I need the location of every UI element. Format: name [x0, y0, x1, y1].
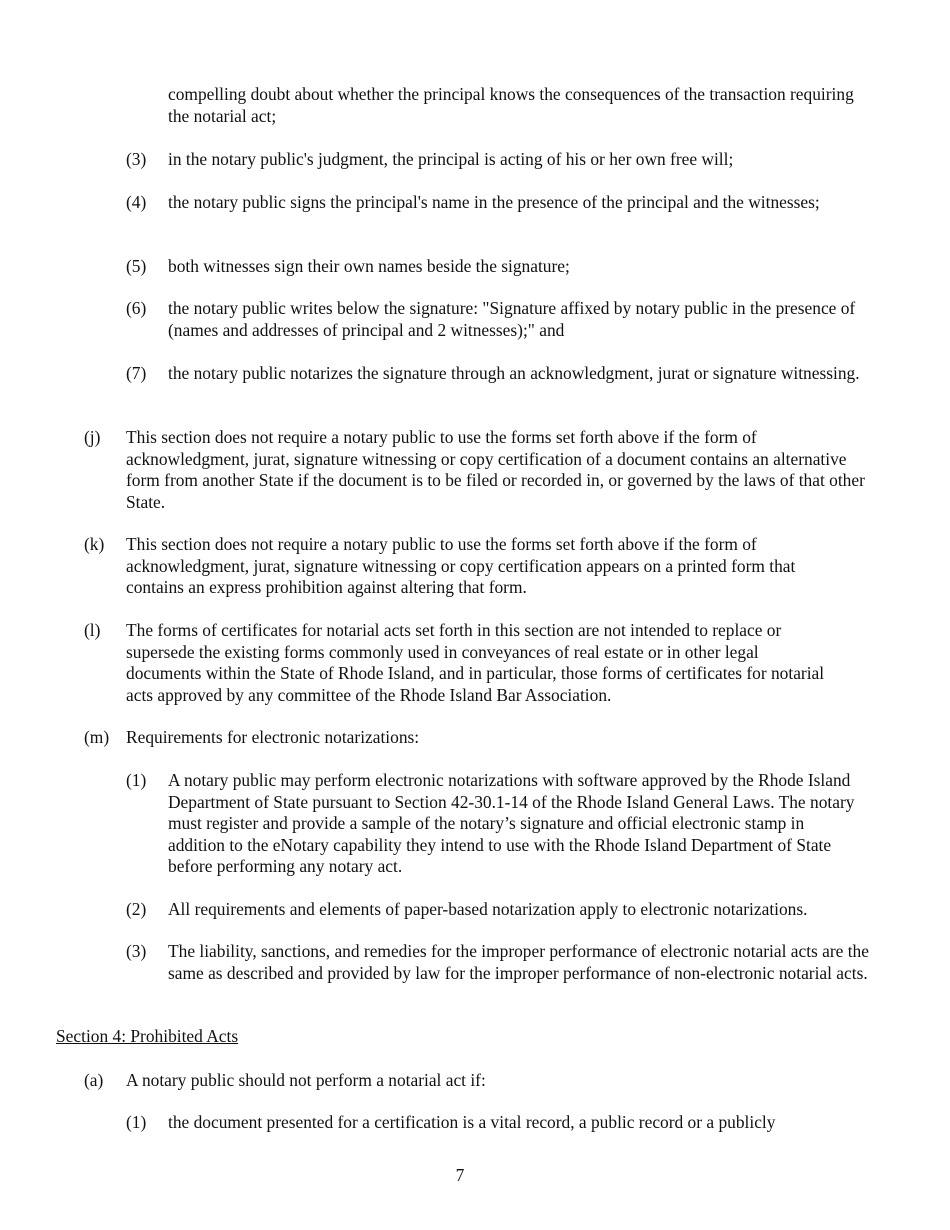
item-text: both witnesses sign their own names beside the signature;	[168, 256, 570, 276]
item-text: the notary public writes below the signature: "Signature affixed by notary public in the presence of (names and addresses of principal and 2 witnesses);" and	[168, 298, 856, 340]
item-label: (3)	[126, 149, 147, 169]
item-text: the notary public signs the principal's name in the presence of the principal and the witnesses;	[168, 192, 820, 212]
item-label: (7)	[126, 363, 147, 383]
section-text: This section does not require a notary public to use the forms set forth above if the form of acknowledgment, jurat, signature witnessing or copy certification appears on a printed form that contains an express prohibition against altering that form.	[126, 534, 796, 597]
item-label: (1)	[126, 770, 147, 790]
item-text: in the notary public's judgment, the principal is acting of his or her own free will;	[168, 149, 734, 169]
section-label: (k)	[84, 534, 105, 554]
section-label: (a)	[84, 1070, 104, 1090]
section-text: This section does not require a notary public to use the forms set forth above if the form of acknowledgment, jurat, signature witnessing or copy certification of a document contains an alternative form from another State if the document is to be filed or recorded in, or governed by the laws of that other State.	[126, 427, 865, 512]
section-label: (m)	[84, 727, 110, 747]
section-text: The forms of certificates for notarial acts set forth in this section are not intended to replace or supersede the existing forms commonly used in conveyances of real estate or in other legal documents within the State of Rhode Island, and in particular, those forms of certificates for notarial acts approved by any committee of the Rhode Island Bar Association.	[126, 620, 825, 705]
item-label: (3)	[126, 941, 147, 961]
item-label: (5)	[126, 256, 147, 276]
item-text: the notary public notarizes the signature through an acknowledgment, jurat or signature witnessing.	[168, 363, 860, 383]
item-label: (2)	[126, 899, 147, 919]
section-label: (l)	[84, 620, 101, 640]
item-label: (6)	[126, 298, 147, 318]
item-text: The liability, sanctions, and remedies for the improper performance of electronic notarial acts are the same as described and provided by law for the improper performance of non-electronic notarial acts.	[168, 941, 869, 983]
page-number: 7	[455, 1165, 465, 1185]
item-label: (4)	[126, 192, 147, 212]
section-text: Requirements for electronic notarizations:	[126, 727, 420, 747]
item-text: All requirements and elements of paper-based notarization apply to electronic notarizations.	[168, 899, 808, 919]
continuation-paragraph: compelling doubt about whether the principal knows the consequences of the transaction requiring the notarial act;	[168, 84, 854, 126]
section-heading: Section 4: Prohibited Acts	[56, 1026, 239, 1046]
section-label: (j)	[84, 427, 101, 447]
section-text: A notary public should not perform a notarial act if:	[126, 1070, 486, 1090]
item-label: (1)	[126, 1112, 147, 1132]
item-text: A notary public may perform electronic notarizations with software approved by the Rhode Island Department of State pursuant to Section 42-30.1-14 of the Rhode Island General Laws. The notary must register and provide a sample of the notary’s signature and official electronic stamp in addition to the eNotary capability they intend to use with the Rhode Island Department of State before performing any notary act.	[168, 770, 855, 876]
item-text: the document presented for a certification is a vital record, a public record or a publicly	[168, 1112, 776, 1132]
